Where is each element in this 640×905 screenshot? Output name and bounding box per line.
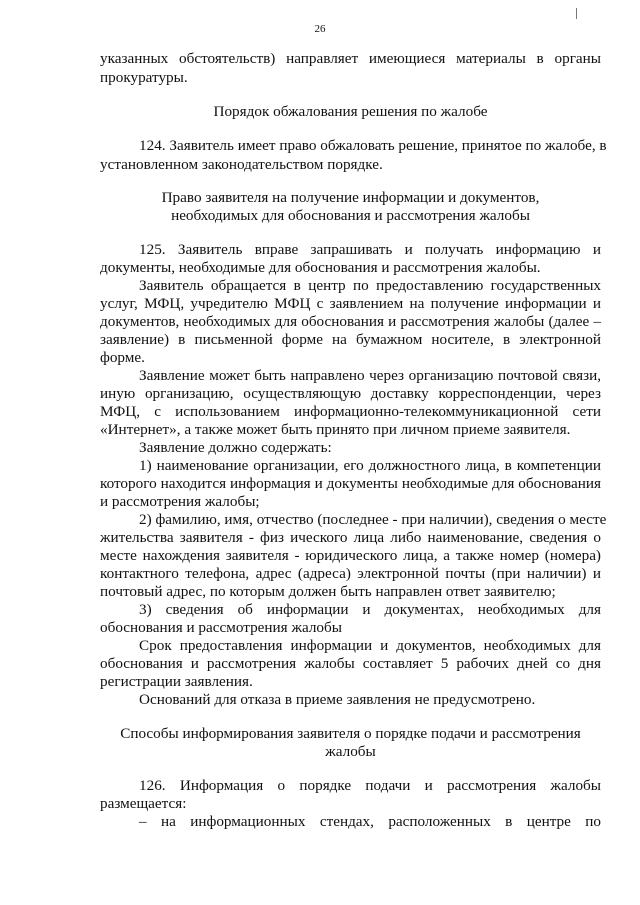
text-line: почтовый адрес, по которым должен быть направлен ответ заявителю; xyxy=(100,583,556,600)
text-line: Заявление может быть направлено через организацию почтовой связи, xyxy=(139,367,601,384)
text-line: месте нахождения заявителя - юридического лица, а также номер (номера) xyxy=(100,547,601,564)
text-line: заявление) в письменной форме на бумажном носителе, в электронной xyxy=(100,331,601,348)
text-line: установленном законодательством порядке. xyxy=(100,156,383,173)
text-line: указанных обстоятельств) направляет имеющиеся материалы в органы xyxy=(100,50,601,67)
text-line: Заявление должно содержать: xyxy=(139,439,332,456)
text-line: прокуратуры. xyxy=(100,69,188,86)
text-line: 3) сведения об информации и документах, необходимых для xyxy=(139,601,601,618)
text-line: и рассмотрения жалобы; xyxy=(100,493,260,510)
text-line: которого находится информация и документы необходимые для обоснования xyxy=(100,475,601,492)
text-line: документов, необходимых для обоснования и рассмотрения жалобы (далее – xyxy=(100,313,601,330)
text-line: Право заявителя на получение информации и документов, xyxy=(161,189,540,206)
text-line: 125. Заявитель вправе запрашивать и получать информацию и xyxy=(139,241,601,258)
text-line: форме. xyxy=(100,349,145,366)
text-line: жалобы xyxy=(325,743,376,760)
text-line: 1) наименование организации, его должностного лица, в компетенции xyxy=(139,457,601,474)
text-line: размещается: xyxy=(100,795,187,812)
text-line: МФЦ, с использованием информационно-телекоммуникационной сети xyxy=(100,403,601,420)
text-line: иную организацию, осуществляющую доставку корреспонденции, через xyxy=(100,385,601,402)
text-line: «Интернет», а также может быть принято при личном приеме заявителя. xyxy=(100,421,571,438)
page-number: 26 xyxy=(314,23,326,35)
text-line: Способы информирования заявителя о порядке подачи и рассмотрения xyxy=(120,725,581,742)
text-line: Заявитель обращается в центр по предоставлению государственных xyxy=(139,277,601,294)
text-line: услуг, МФЦ, учредителю МФЦ с заявлением на получение информации и xyxy=(100,295,601,312)
text-line: 2) фамилию, имя, отчество (последнее - при наличии), сведения о месте xyxy=(139,511,607,528)
text-line: – на информационных стендах, расположенных в центре по xyxy=(139,813,601,830)
text-line: необходимых для обоснования и рассмотрения жалобы xyxy=(171,207,530,224)
text-line: Срок предоставления информации и документов, необходимых для xyxy=(139,637,601,654)
text-line: обоснования и рассмотрения жалобы xyxy=(100,619,342,636)
text-line: Порядок обжалования решения по жалобе xyxy=(213,103,488,120)
scan-mark xyxy=(576,8,577,19)
text-line: регистрации заявления. xyxy=(100,673,253,690)
text-line: 126. Информация о порядке подачи и рассмотрения жалобы xyxy=(139,777,601,794)
text-line: 124. Заявитель имеет право обжаловать решение, принятое по жалобе, в xyxy=(139,137,607,154)
text-line: жительства заявителя - физ ического лица либо наименование, сведения о xyxy=(100,529,601,546)
text-line: Оснований для отказа в приеме заявления не предусмотрено. xyxy=(139,691,536,708)
text-line: обоснования и рассмотрения жалобы составляет 5 рабочих дней со дня xyxy=(100,655,601,672)
text-line: контактного телефона, адрес (адреса) электронной почты (при наличии) и xyxy=(100,565,601,582)
text-line: документы, необходимые для обоснования и рассмотрения жалобы. xyxy=(100,259,541,276)
